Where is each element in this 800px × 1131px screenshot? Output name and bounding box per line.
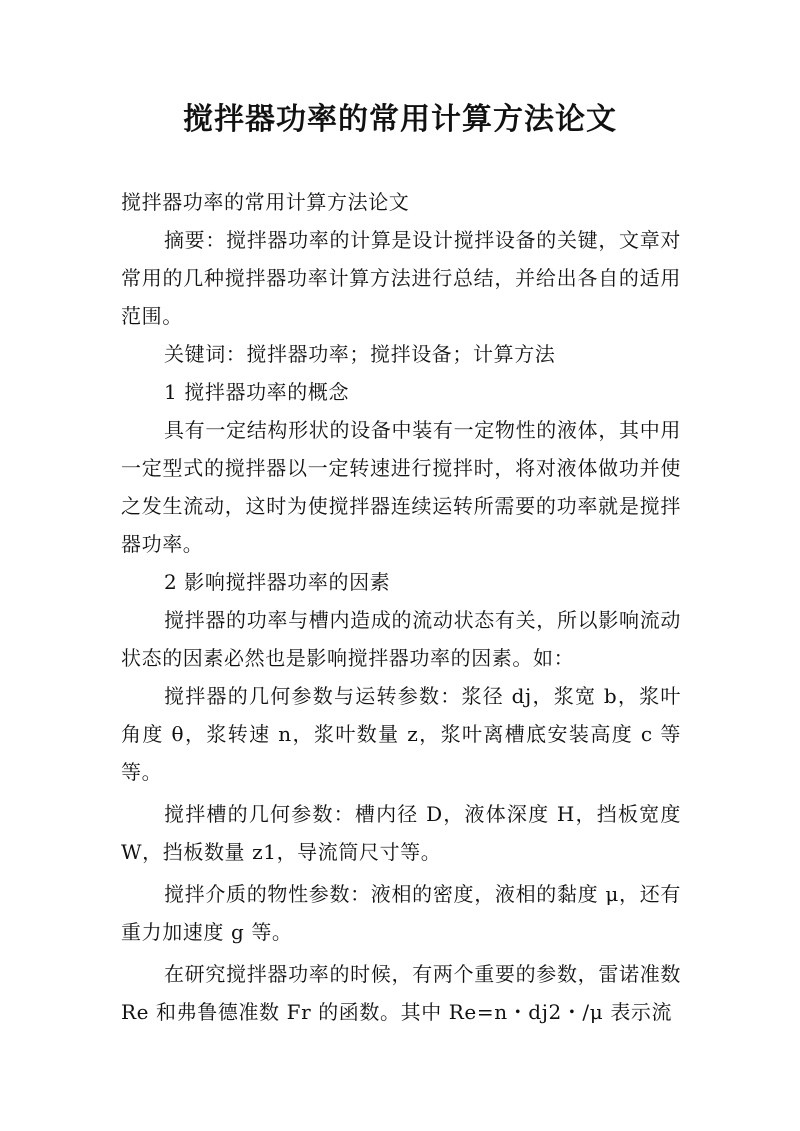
dimensionless-numbers-paragraph: 在研究搅拌器功率的时候，有两个重要的参数，雷诺准数 Re 和弗鲁德准数 Fr 的函数。其中 Re=n・dj2・/μ 表示流 [121,962,681,1024]
medium-parameters-paragraph: 搅拌介质的物性参数：液相的密度，液相的黏度 μ，还有重力加速度 g 等。 [121,882,681,944]
agitator-parameters-paragraph: 搅拌器的几何参数与运转参数：浆径 dj，浆宽 b，浆叶角度 θ，浆转速 n，浆叶数量 z，浆叶离槽底安装高度 c 等等。 [121,684,681,784]
concept-paragraph: 具有一定结构形状的设备中装有一定物性的液体，其中用一定型式的搅拌器以一定转速进行搅拌时，将对液体做功并使之发生流动，这时为使搅拌器连续运转所需要的功率就是搅拌器功率。 [121,418,681,556]
document-title: 搅拌器功率的常用计算方法论文 [183,102,617,137]
factors-intro-paragraph: 搅拌器的功率与槽内造成的流动状态有关，所以影响流动状态的因素必然也是影响搅拌器功率的因素。如： [121,608,681,670]
section-heading-2: 2 影响搅拌器功率的因素 [164,570,391,594]
section-heading-1: 1 搅拌器功率的概念 [164,380,350,404]
document-body [121,183,681,1031]
subtitle-paragraph: 搅拌器功率的常用计算方法论文 [121,190,410,214]
tank-parameters-paragraph: 搅拌槽的几何参数：槽内径 D，液体深度 H，挡板宽度 W，挡板数量 z1，导流筒尺寸等。 [121,802,681,864]
abstract-paragraph: 摘要：搅拌器功率的计算是设计搅拌设备的关键，文章对常用的几种搅拌器功率计算方法进行总结，并给出各自的适用范围。 [121,228,681,328]
keywords-paragraph: 关键词：搅拌器功率；搅拌设备；计算方法 [164,342,556,366]
